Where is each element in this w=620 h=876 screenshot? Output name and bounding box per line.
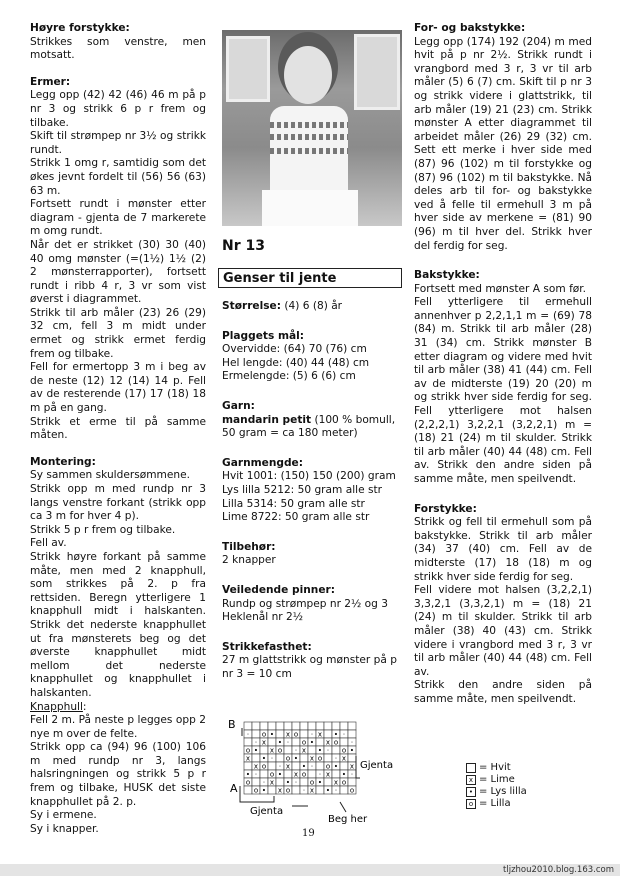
bakstykke-title: Bakstykke: [414, 269, 480, 282]
diagram-symbol: • [333, 762, 339, 771]
diagram-symbol: · [262, 778, 266, 787]
diagram-symbol: o [277, 746, 283, 755]
diagram-beg-her: Beg her [328, 814, 368, 825]
garn-desc: (100 % bomull, 50 gram = ca 180 meter) [222, 413, 396, 440]
diagram-cell [260, 770, 268, 778]
fasthet-value: 27 m glattstrikk og mønster på p nr 3 = 10 cm [222, 654, 397, 680]
paragraph: Fell 2 m. På neste p legges opp 2 nye m over de felte. [30, 714, 206, 740]
diagram-symbol: • [277, 738, 283, 747]
diagram-symbol: o [253, 786, 259, 795]
overvidde: Overvidde: (64) 70 (76) cm [222, 343, 367, 356]
diagram-symbol: x [277, 786, 283, 795]
diagram-cell [308, 746, 316, 754]
diagram-symbol: x [253, 762, 259, 771]
diagram-symbol: x [325, 738, 331, 747]
diagram-cell [340, 762, 348, 770]
diagram-symbol: x [325, 770, 331, 779]
fasthet-title: Strikkefasthet: [222, 640, 312, 653]
paragraph: Sy sammen skuldersømmene. [30, 469, 190, 482]
paragraph: Strikk 5 p r frem og tilbake. [30, 523, 176, 536]
pattern-title: Genser til jente [218, 268, 402, 288]
diagram-symbol: • [325, 786, 331, 795]
paragraph: Strikk opp ca (94) 96 (100) 106 m med rundp nr 3, langs halsringningen og strikk 5 p r frem og tilbake, HUSK det siste knapphullet på 2. p. [30, 741, 206, 808]
column-middle [222, 300, 400, 681]
diagram-cell [316, 786, 324, 794]
diagram-symbol: • [317, 778, 323, 787]
diagram-symbol: x [269, 778, 275, 787]
diagram-symbol: · [310, 730, 314, 739]
paragraph: Sy i ermene. [30, 809, 97, 822]
diagram-symbol: x [309, 754, 315, 763]
legend-label: = Hvit [479, 762, 511, 773]
diagram-symbol: · [286, 738, 290, 747]
for-bak-title: For- og bakstykke: [414, 22, 526, 34]
diagram-cell [244, 762, 252, 770]
column-left [30, 22, 206, 836]
section-title-hoyre-forstykke: Høyre forstykke: [30, 22, 130, 34]
diagram-symbol: o [341, 778, 347, 787]
paragraph: Strikk og fell til ermehull som på bakstykke. Strikk til arb måler (34) 37 (40) cm. Fell av de midterste (17) 18 (18) m og strikk hver side ferdig for seg. [414, 516, 592, 583]
garnmengde-item: Lys lilla 5212: 50 gram alle str [222, 483, 383, 496]
diagram-cell [300, 722, 308, 730]
diagram-cell [316, 762, 324, 770]
diagram-symbol: o [333, 738, 339, 747]
paragraph: Sy i knapper. [30, 822, 99, 835]
diagram-cell [324, 730, 332, 738]
diagram-symbol: o [285, 786, 291, 795]
diagram-symbol: · [326, 746, 330, 755]
diagram-cell [348, 754, 356, 762]
diagram-symbol: · [294, 746, 298, 755]
diagram-cell [252, 722, 260, 730]
diagram-symbol: x [349, 762, 355, 771]
diagram-cell [300, 778, 308, 786]
diagram-symbol: · [318, 770, 322, 779]
diagram-symbol: · [350, 770, 354, 779]
paragraph: Når det er strikket (30) 30 (40) 40 omg mønster (=(1½) 1½ (2) 2 mønsterrapporter), fortsett rundt i ribb 4 r, 3 vr som vist øverst i diagrammet. [30, 238, 206, 306]
tilbehor-title: Tilbehør: [222, 540, 276, 553]
diagram-cell [276, 722, 284, 730]
diagram-cell [348, 722, 356, 730]
diagram-symbol: x [261, 738, 267, 747]
diagram-label-a: A [230, 782, 238, 795]
diagram-symbol: x [245, 754, 251, 763]
diagram-cell [244, 722, 252, 730]
diagram-symbol: • [261, 754, 267, 763]
garnmengde-item: Lime 8722: 50 gram alle str [222, 511, 370, 524]
diagram-symbol: • [333, 730, 339, 739]
diagram-cell [292, 722, 300, 730]
paragraph: Strikk et erme til på samme måten. [30, 415, 206, 442]
legend-label: = Lilla [479, 798, 511, 809]
hel-lengde: Hel lengde: (40) 44 (48) cm [222, 356, 370, 369]
diagram-cell [348, 730, 356, 738]
diagram-grid [244, 722, 356, 795]
diagram-cell [348, 778, 356, 786]
diagram-cell [268, 786, 276, 794]
diagram-symbol: • [349, 746, 355, 755]
legend-swatch: x [466, 775, 476, 785]
diagram-symbol: · [342, 730, 346, 739]
paragraph: Strikkes som venstre, men motsatt. [30, 35, 206, 62]
diagram-cell [332, 722, 340, 730]
diagram-symbol: • [277, 770, 283, 779]
diagram-symbol: o [285, 754, 291, 763]
diagram-symbol: · [334, 786, 338, 795]
tilbehor-value: 2 knapper [222, 554, 276, 567]
diagram-symbol: · [302, 786, 306, 795]
diagram-cell [332, 770, 340, 778]
paragraph: Legg opp (174) 192 (204) m med hvit på p nr 2½. Strikk rundt i vrangbord med 3 r, 3 vr til arb måler (5) 6 (7) cm. Skift til p nr 3 og strikk videre i glattstrikk, til arb måler (19) 21 (23) cm. Strikk mønster A etter diagrammet til arbeidet måler (26) 29 (32) cm. Sett ett merke i hver side med (87) 96 (102) m til forstykke og (87) 96 (102) m til bakstykke. Nå deles arb til for- og bakstykke ved å felle til ermehull 3 m på hver side av merkene = (81) 90 (96) m til hver del. Strikk hver del ferdig for seg. [414, 35, 592, 252]
paragraph: Fortsett med mønster A som før. [414, 282, 587, 295]
garn-name: mandarin petit [222, 413, 312, 426]
ermelengde: Ermelengde: (5) 6 (6) cm [222, 370, 356, 383]
diagram-cell [260, 722, 268, 730]
storrelse-value: (4) 6 (8) år [280, 300, 343, 312]
diagram-cell [316, 738, 324, 746]
diagram-symbol: · [254, 738, 258, 747]
forstykke-title: Forstykke: [414, 502, 477, 515]
diagram-cell [268, 762, 276, 770]
diagram-symbol: o [341, 746, 347, 755]
model-photo [222, 30, 402, 226]
diagram-cell [268, 722, 276, 730]
diagram-cell [252, 754, 260, 762]
diagram-symbol: x [333, 778, 339, 787]
diagram-cell [276, 754, 284, 762]
legend-item [466, 786, 527, 798]
legend-label: = Lime [479, 774, 515, 785]
diagram-symbol: • [341, 770, 347, 779]
page-number: 19 [302, 828, 315, 839]
diagram-symbol: x [285, 762, 291, 771]
paragraph: Legg opp (42) 42 (46) 46 m på p nr 3 og strikk 6 p r frem og tilbake. [30, 89, 206, 129]
diagram-symbol: • [253, 746, 259, 755]
paragraph: Skift til strømpep nr 3½ og strikk rundt. [30, 130, 206, 156]
diagram-symbol: • [293, 754, 299, 763]
garn-title: Garn: [222, 399, 255, 412]
diagram-symbol: • [309, 738, 315, 747]
section-title-montering: Montering: [30, 455, 96, 468]
diagram-symbol: o [301, 738, 307, 747]
diagram-cell [284, 770, 292, 778]
diagram-symbol: x [293, 770, 299, 779]
diagram-symbol: o [293, 730, 299, 739]
legend-swatch [466, 763, 476, 773]
garnmengde-item: Lilla 5314: 50 gram alle str [222, 497, 365, 510]
diagram-symbol: x [341, 754, 347, 763]
diagram-cell [292, 786, 300, 794]
storrelse-label: Størrelse: [222, 300, 281, 312]
diagram-symbol: · [350, 738, 354, 747]
garnmengde-item: Hvit 1001: (150) 150 (200) gram [222, 470, 396, 483]
legend-item [466, 798, 527, 810]
pinner-value: Rundp og strømpep nr 2½ og 3 Heklenål nr 2½ [222, 597, 388, 624]
legend-swatch: o [466, 799, 476, 809]
diagram-symbol: x [317, 730, 323, 739]
paragraph: Strikk den andre siden på samme måte, men speilvendt. [414, 679, 592, 705]
diagram-symbol: • [245, 770, 251, 779]
garnmengde-title: Garnmengde: [222, 456, 303, 469]
diagram-symbol: · [310, 762, 314, 771]
diagram-cell [292, 762, 300, 770]
diagram-symbol: x [301, 746, 307, 755]
diagram-symbol: x [269, 746, 275, 755]
knapphull-label: Knapphull [30, 700, 83, 713]
diagram-cell [340, 786, 348, 794]
paragraph: Fell for ermertopp 3 m i beg av de neste (12) 12 (14) 14 p. Fell av de resterende (17) 17 (18) 18 m på en gang. [30, 361, 206, 415]
paragraph: Strikk opp m med rundp nr 3 langs venstre forkant (strikk opp ca 3 m for hver 4 p). [30, 483, 206, 523]
diagram-cell [244, 738, 252, 746]
diagram-symbol: o [309, 778, 315, 787]
legend-item [466, 774, 527, 786]
plagg-title: Plaggets mål: [222, 329, 305, 342]
diagram-symbol: · [246, 730, 250, 739]
diagram-gjenta-right: Gjenta [360, 760, 394, 771]
diagram-symbol: o [245, 778, 251, 787]
knapphull-line: Knapphull: [30, 700, 87, 713]
diagram-cell [276, 778, 284, 786]
diagram-symbol: o [261, 762, 267, 771]
diagram-cell [284, 746, 292, 754]
storrelse-line [222, 300, 400, 314]
diagram-cell [292, 738, 300, 746]
diagram-symbol: o [301, 770, 307, 779]
diagram-symbol: • [317, 746, 323, 755]
paragraph: Strikk høyre forkant på samme måte, men med 2 knapphull, som strikkes på 2. p fra rettsiden. Beregn ytterligere 1 knapphull midt i halskanten. Strikk det nederste knapphullet ut fra mønsterets beg og det øverste knapphullet midt mellom det nederste knapphullet og knapphullet i halskanten. [30, 550, 206, 699]
diagram-cell [252, 778, 260, 786]
diagram-symbol: • [285, 778, 291, 787]
diagram-cell [316, 722, 324, 730]
diagram-legend [466, 762, 527, 810]
diagram-cell [300, 730, 308, 738]
diagram-cell [260, 746, 268, 754]
diagram-symbol: o [317, 754, 323, 763]
garn-line [222, 414, 400, 441]
section-title-ermer: Ermer: [30, 75, 71, 88]
diagram-cell [300, 754, 308, 762]
diagram-symbol: • [269, 730, 275, 739]
diagram-symbol: · [294, 778, 298, 787]
pattern-number: Nr 13 [222, 238, 265, 254]
diagram-cell [324, 754, 332, 762]
diagram-symbol: o [261, 730, 267, 739]
diagram-cell [276, 730, 284, 738]
paragraph: Fell ytterligere til ermehull annenhver p 2,2,1,1 m = (69) 78 (84) m. Strikk til arb måler (28) 31 (34) cm. Strikk mønster B etter diagram og videre med hvit til arb måler (38) 41 (44) cm. Fell av de midterste (19) 20 (20) m og strikk hver side ferdig for seg. Fell ytterligere mot halsen (2,2,2,1) 3,2,2,1 (3,2,2,1) m = (18) 21 (24) m til skulder. Strikk til arb måler (40) 44 (48) cm. Fell av. Strikk den andre siden på samme måte, men speilvendt. [414, 296, 592, 485]
diagram-symbol: o [245, 746, 251, 755]
footer-url: tljzhou2010.blog.163.com [0, 864, 620, 876]
diagram-cell [332, 746, 340, 754]
legend-swatch: • [466, 787, 476, 797]
diagram-symbol: x [309, 786, 315, 795]
diagram-cell [308, 722, 316, 730]
diagram-cell [252, 730, 260, 738]
diagram-cell [324, 778, 332, 786]
diagram-symbol: • [301, 762, 307, 771]
diagram-symbol: · [270, 754, 274, 763]
diagram-cell [340, 722, 348, 730]
diagram-cell [308, 770, 316, 778]
diagram-cell [244, 786, 252, 794]
diagram-symbol: • [261, 786, 267, 795]
diagram-symbol: · [254, 770, 258, 779]
knitting-diagram [228, 716, 398, 826]
diagram-symbol: o [325, 762, 331, 771]
knitting-chart-svg [228, 716, 398, 826]
diagram-symbol: x [285, 730, 291, 739]
diagram-cell [324, 722, 332, 730]
diagram-label-b: B [228, 718, 236, 731]
diagram-symbol: · [334, 754, 338, 763]
diagram-cell [268, 738, 276, 746]
paragraph: Strikk 1 omg r, samtidig som det økes jevnt fordelt til (56) 56 (63) 63 m. [30, 157, 206, 197]
diagram-symbol: · [278, 762, 282, 771]
diagram-symbol: o [349, 786, 355, 795]
diagram-cell [340, 738, 348, 746]
legend-item [466, 762, 527, 774]
column-right [414, 22, 592, 707]
legend-label: = Lys lilla [479, 786, 527, 797]
paragraph: Fortsett rundt i mønster etter diagram - gjenta de 7 markerete m omg rundt. [30, 198, 206, 238]
diagram-symbol: o [269, 770, 275, 779]
diagram-gjenta-bottom: Gjenta [250, 806, 284, 817]
paragraph: Strikk til arb måler (23) 26 (29) 32 cm, fell 3 m midt under ermet og strikk ermet ferdig frem og tilbake. [30, 306, 206, 360]
diagram-cell [284, 722, 292, 730]
pinner-title: Veiledende pinner: [222, 583, 335, 596]
paragraph: Fell av. [30, 537, 67, 550]
paragraph: Fell videre mot halsen (3,2,2,1) 3,3,2,1 (3,3,2,1) m = (18) 21 (24) m til skulder. Strikk til arb måler (38) 40 (43) cm. Strikk videre i vrangbord med 3 r, 3 vr til arb måler (40) 44 (48) cm. Fell av. [414, 584, 592, 678]
